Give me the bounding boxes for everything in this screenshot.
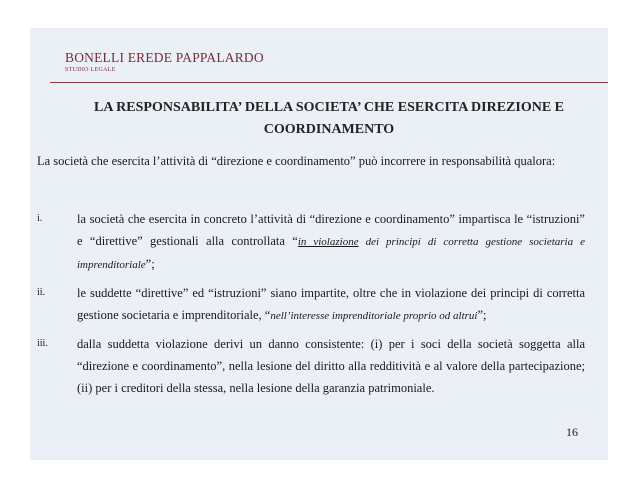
list-item — [37, 333, 585, 399]
list-item — [37, 208, 585, 276]
emphasis-italic: dei principi di corretta gestione societaria e imprenditoriale — [77, 236, 585, 271]
emphasis-underlined: in violazione — [297, 236, 359, 248]
list-text-end: ”; — [145, 257, 155, 271]
list-item — [37, 282, 585, 327]
list-text: dalla suddetta violazione derivi un danno consistente: (i) per i soci della società soggetta alla “direzione e coordinamento”, nella lesione del diritto alla redditività e al valore della partecipazione; (ii) per i creditori della stessa, nella lesione della garanzia patrimoniale. — [77, 337, 585, 395]
list-marker: ii. — [37, 287, 46, 298]
list-text: la società che esercita in concreto l’attività di “direzione e coordinamento” impartisca le “istruzioni” e “direttive” gestionali alla controllata “ — [77, 212, 585, 248]
page-number: 16 — [566, 425, 578, 439]
firm-logo — [65, 50, 264, 73]
list-marker: iii. — [37, 338, 48, 349]
list-text: le suddette “direttive” ed “istruzioni” siano impartite, oltre che in violazione dei principi di corretta gestione societaria e imprenditoriale, “ — [77, 286, 585, 322]
list-marker: i. — [37, 213, 43, 224]
header-divider — [50, 82, 608, 83]
firm-logo-subtitle: STUDIO LEGALE — [65, 67, 116, 73]
slide — [30, 28, 608, 460]
intro-paragraph: La società che esercita l’attività di “direzione e coordinamento” può incorrere in responsabilità qualora: — [37, 154, 556, 168]
slide-title: LA RESPONSABILITA’ DELLA SOCIETA’ CHE ESERCITA DIREZIONE E COORDINAMENTO — [93, 100, 565, 137]
emphasis-italic: nell’interesse imprenditoriale proprio od altrui — [270, 310, 478, 322]
list-text-end: ”; — [477, 308, 487, 322]
firm-logo-name: BONELLI EREDE PAPPALARDO — [65, 50, 264, 65]
conditions-list — [37, 208, 585, 399]
